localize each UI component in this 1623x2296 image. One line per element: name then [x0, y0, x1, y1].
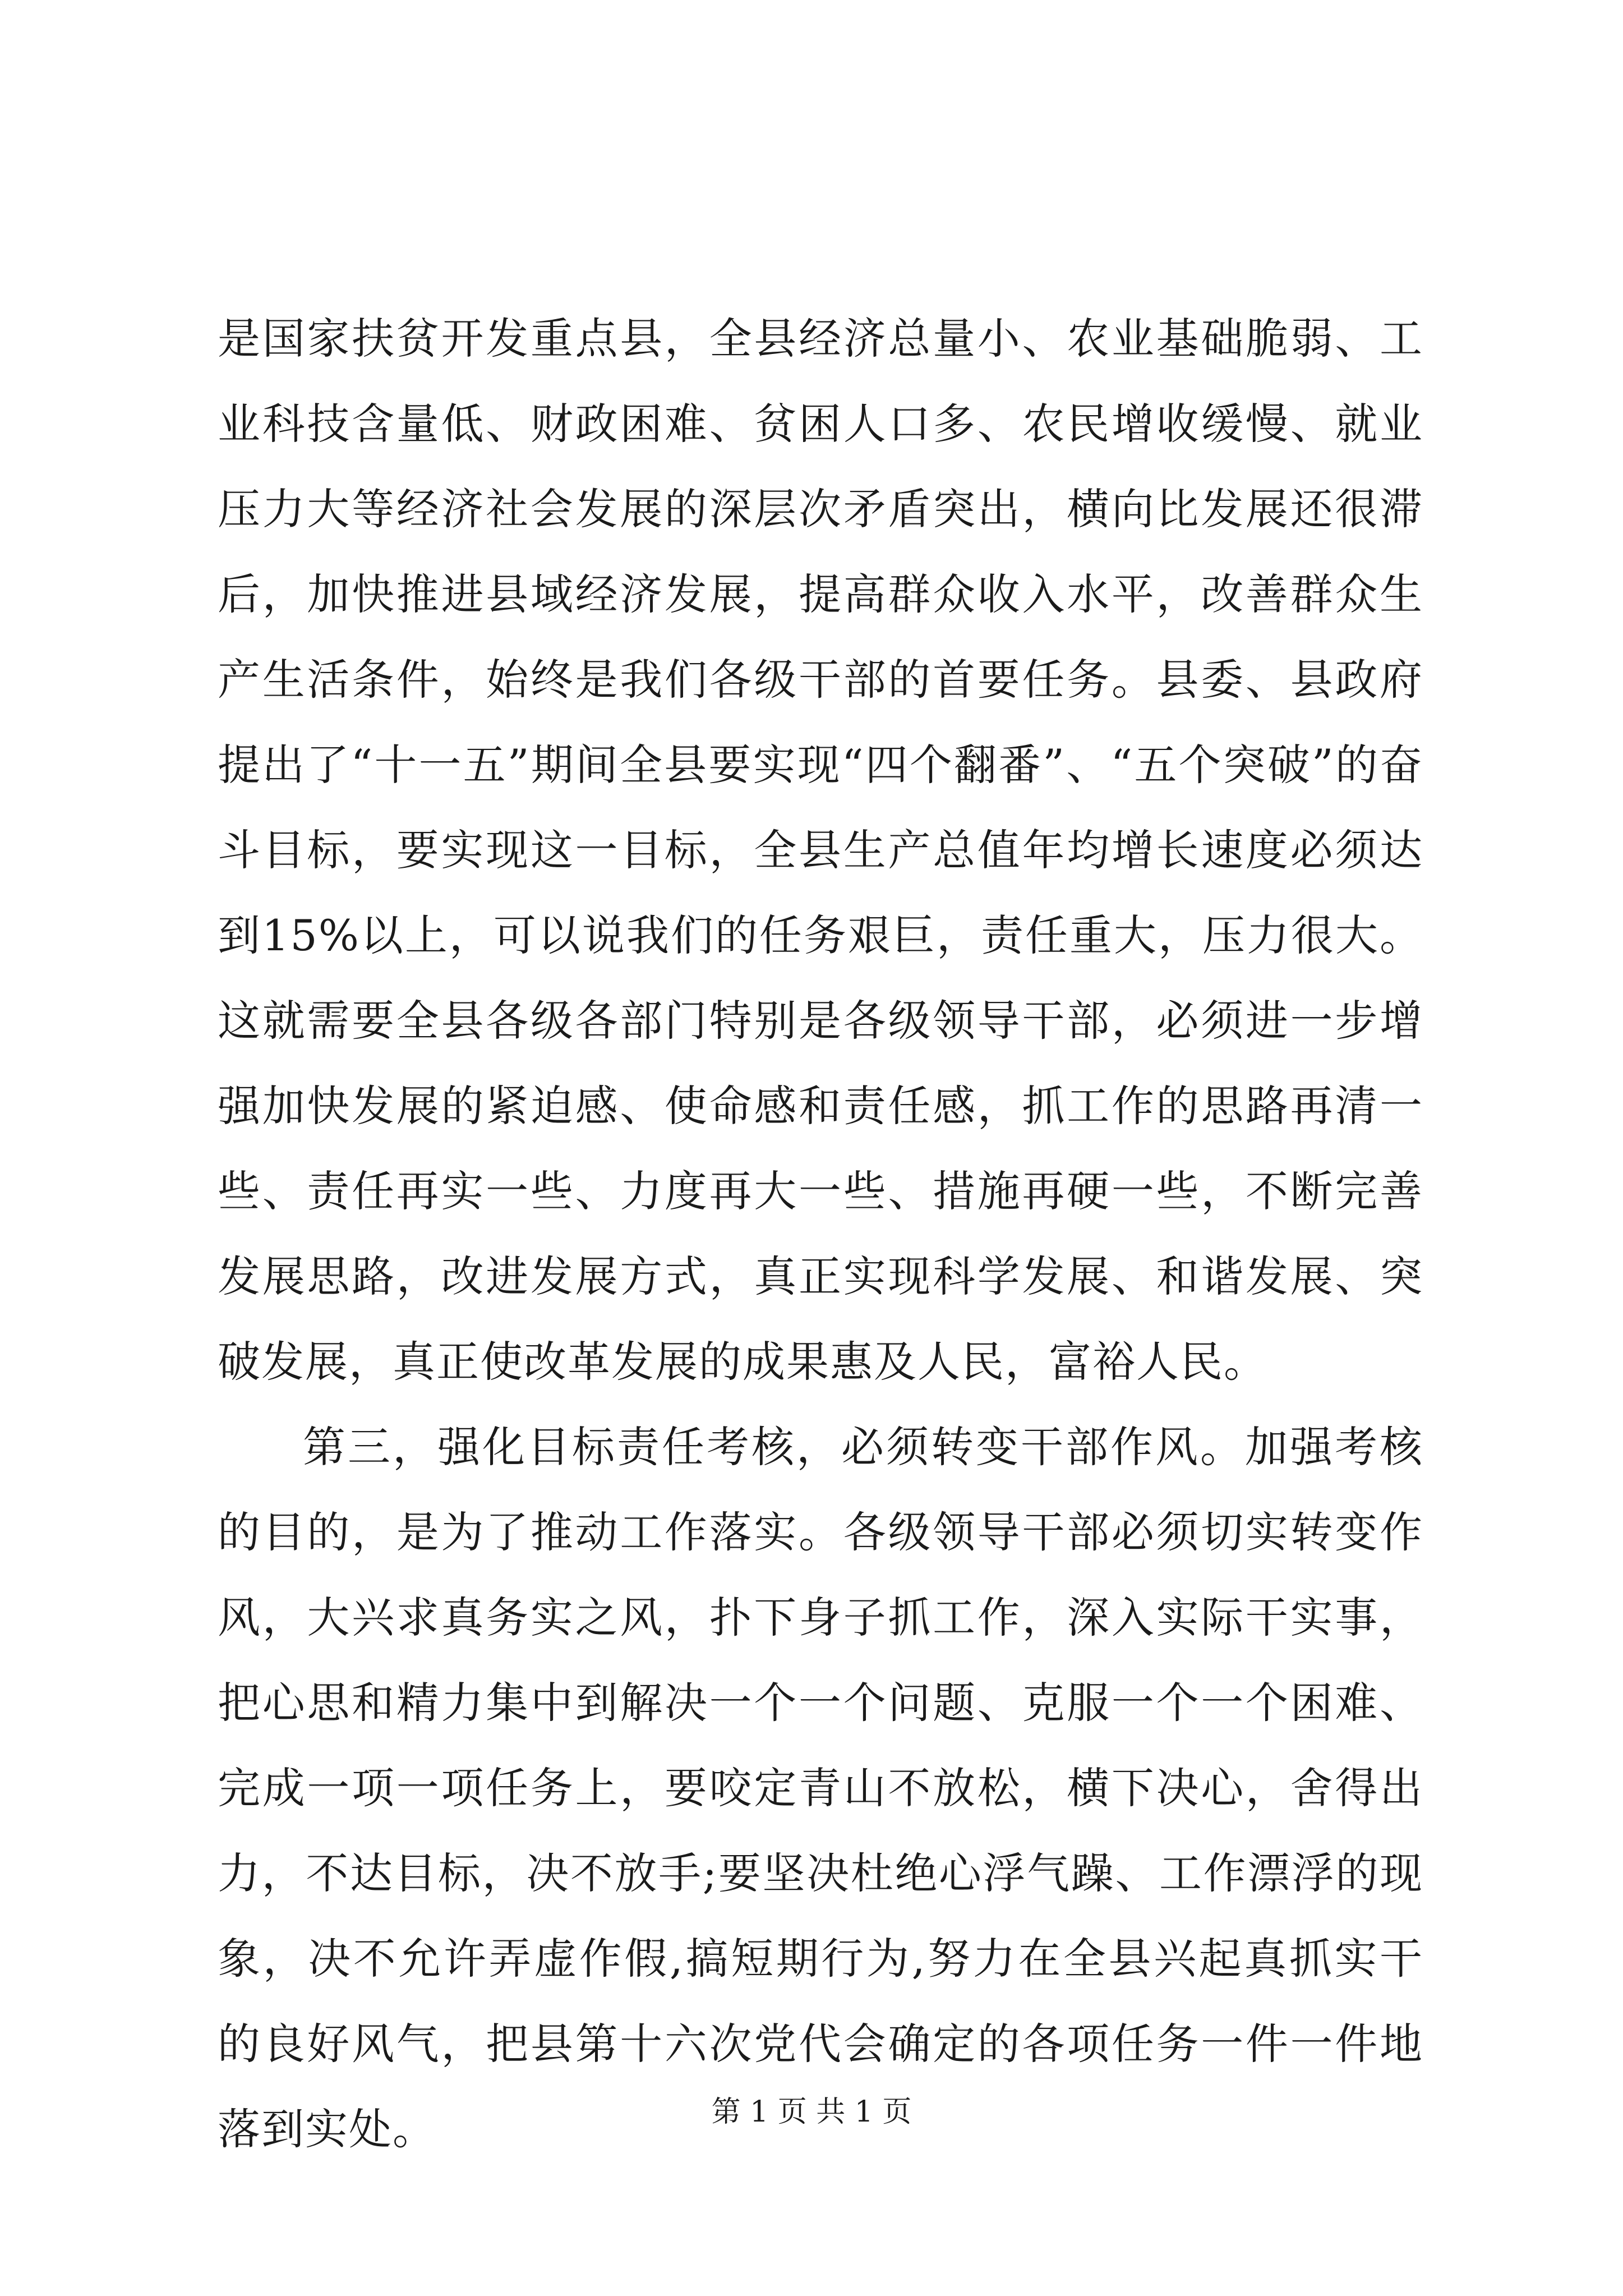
- document-body: [218, 296, 1423, 2172]
- page-footer: 第 1 页 共 1 页: [711, 2095, 912, 2129]
- paragraph-third-point: 第三，强化目标责任考核，必须转变干部作风。加强考核的目的，是为了推动工作落实。各级领导干部必须切实转变作风，大兴求真务实之风，扑下身子抓工作，深入实际干实事，把心思和精力集中到解决一个一个问题、克服一个一个困难、完成一项一项任务上，要咬定青山不放松，横下决心，舍得出力，不达目标，决不放手;要坚决杜绝心浮气躁、工作漂浮的现象，决不允许弄虚作假,搞短期行为,努力在全县兴起真抓实干的良好风气，把县第十六次党代会确定的各项任务一件一件地落到实处。: [218, 1422, 1423, 2154]
- paragraph-continued: 是国家扶贫开发重点县，全县经济总量小、农业基础脆弱、工业科技含量低、财政困难、贫困人口多、农民增收缓慢、就业压力大等经济社会发展的深层次矛盾突出，横向比发展还很滞后，加快推进县域经济发展，提高群众收入水平，改善群众生产生活条件，始终是我们各级干部的首要任务。县委、县政府提出了“十一五”期间全县要实现“四个翻番”、“五个突破”的奋斗目标，要实现这一目标，全县生产总值年均增长速度必须达到15%以上，可以说我们的任务艰巨，责任重大，压力很大。这就需要全县各级各部门特别是各级领导干部，必须进一步增强加快发展的紧迫感、使命感和责任感，抓工作的思路再清一些、责任再实一些、力度再大一些、措施再硬一些，不断完善发展思路，改进发展方式，真正实现科学发展、和谐发展、突破发展，真正使改革发展的成果惠及人民，富裕人民。: [218, 314, 1423, 1387]
